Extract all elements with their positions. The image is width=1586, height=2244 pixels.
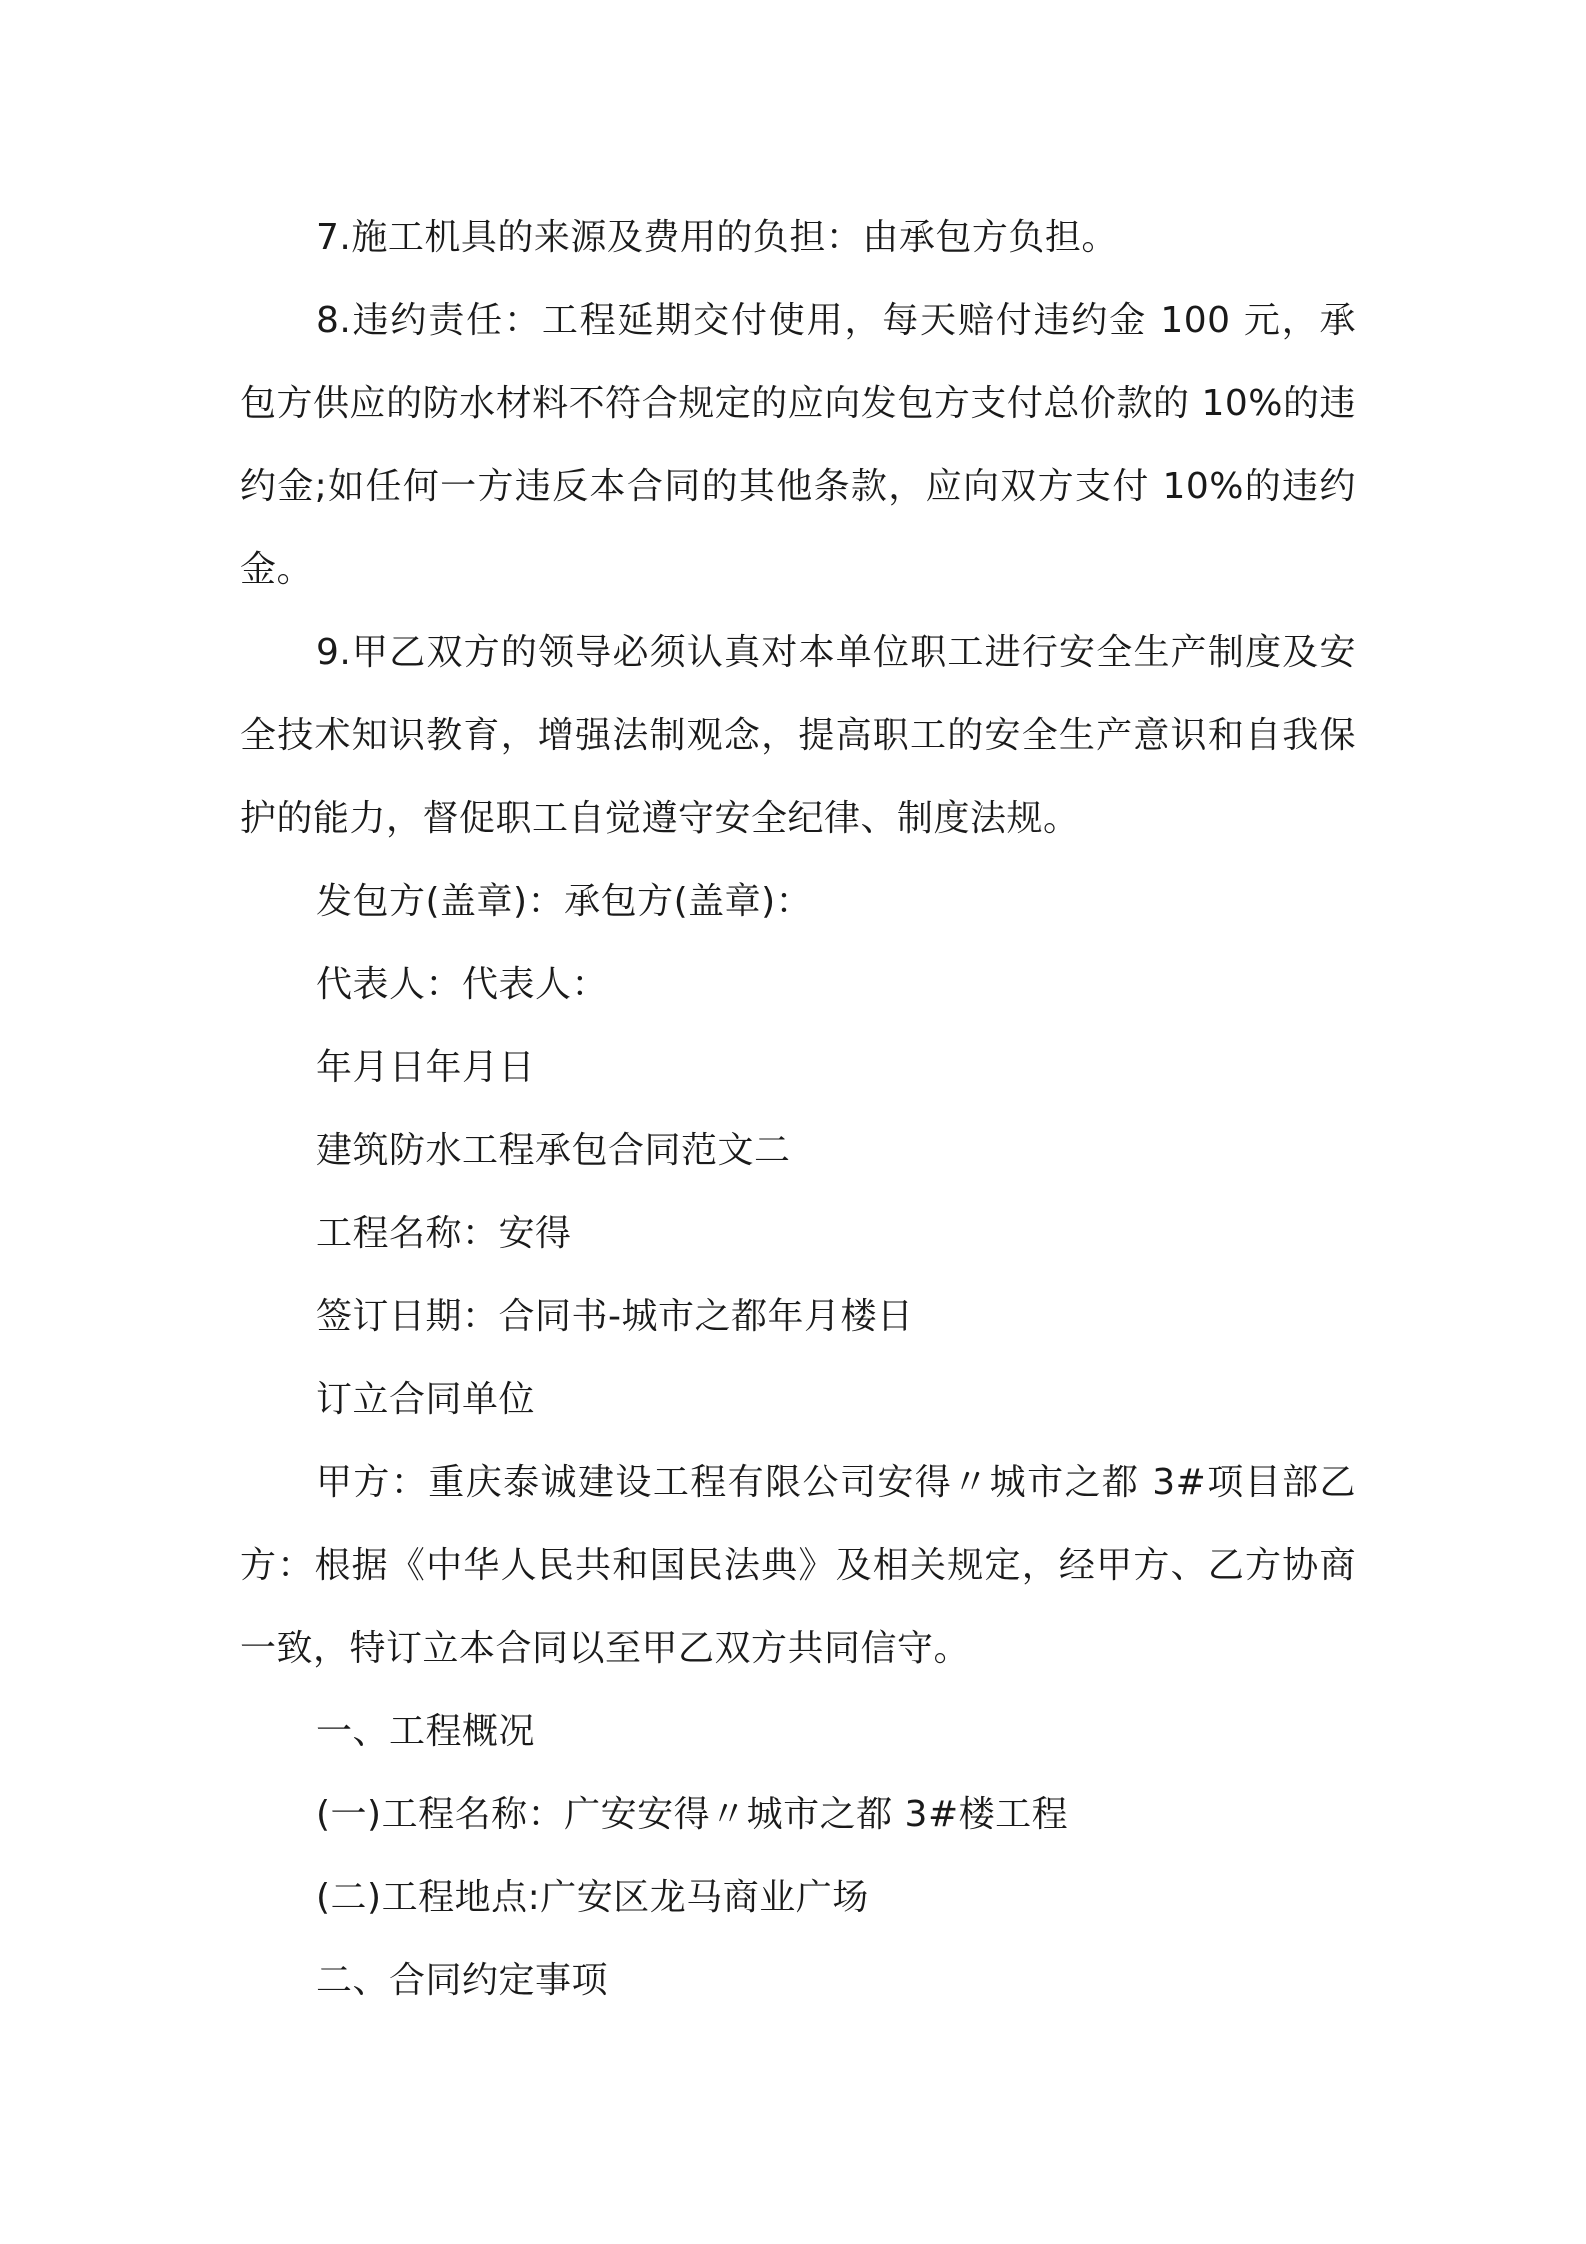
heading-contract-terms: 二、合同约定事项 [316, 1960, 609, 2001]
project-location-item: (二)工程地点:广安区龙马商业广场 [316, 1877, 869, 1918]
party-a-b-paragraph: 甲方：重庆泰诚建设工程有限公司安得〃城市之都 3#项目部乙方：根据《中华人民共和国民法典》及相关规定，经甲方、乙方协商一致，特订立本合同以至甲乙双方共同信守。 [240, 1462, 1356, 1669]
contracting-parties-heading: 订立合同单位 [316, 1379, 536, 1420]
clause-9-safety: 9.甲乙双方的领导必须认真对本单位职工进行安全生产制度及安全技术知识教育，增强法制观念，提高职工的安全生产意识和自我保护的能力，督促职工自觉遵守安全纪律、制度法规。 [240, 632, 1356, 839]
clause-8-breach: 8.违约责任：工程延期交付使用，每天赔付违约金 100 元，承包方供应的防水材料不符合规定的应向发包方支付总价款的 10%的违约金;如任何一方违反本合同的其他条款，应向双方支付 10%的违约金。 [240, 300, 1356, 590]
signature-date-line: 年月日年月日 [316, 1047, 536, 1088]
clause-7-tools: 7.施工机具的来源及费用的负担：由承包方负担。 [316, 217, 1118, 258]
heading-project-overview: 一、工程概况 [316, 1711, 536, 1752]
document-body [240, 196, 1356, 2022]
signature-representative-line: 代表人：代表人： [316, 964, 609, 1005]
project-name-item: (一)工程名称：广安安得〃城市之都 3#楼工程 [316, 1794, 1069, 1835]
project-name-line: 工程名称：安得 [316, 1213, 572, 1254]
section-title: 建筑防水工程承包合同范文二 [316, 1130, 791, 1171]
signature-seal-line: 发包方(盖章)：承包方(盖章)： [316, 881, 813, 922]
signing-date-line: 签订日期：合同书-城市之都年月楼日 [316, 1296, 914, 1337]
